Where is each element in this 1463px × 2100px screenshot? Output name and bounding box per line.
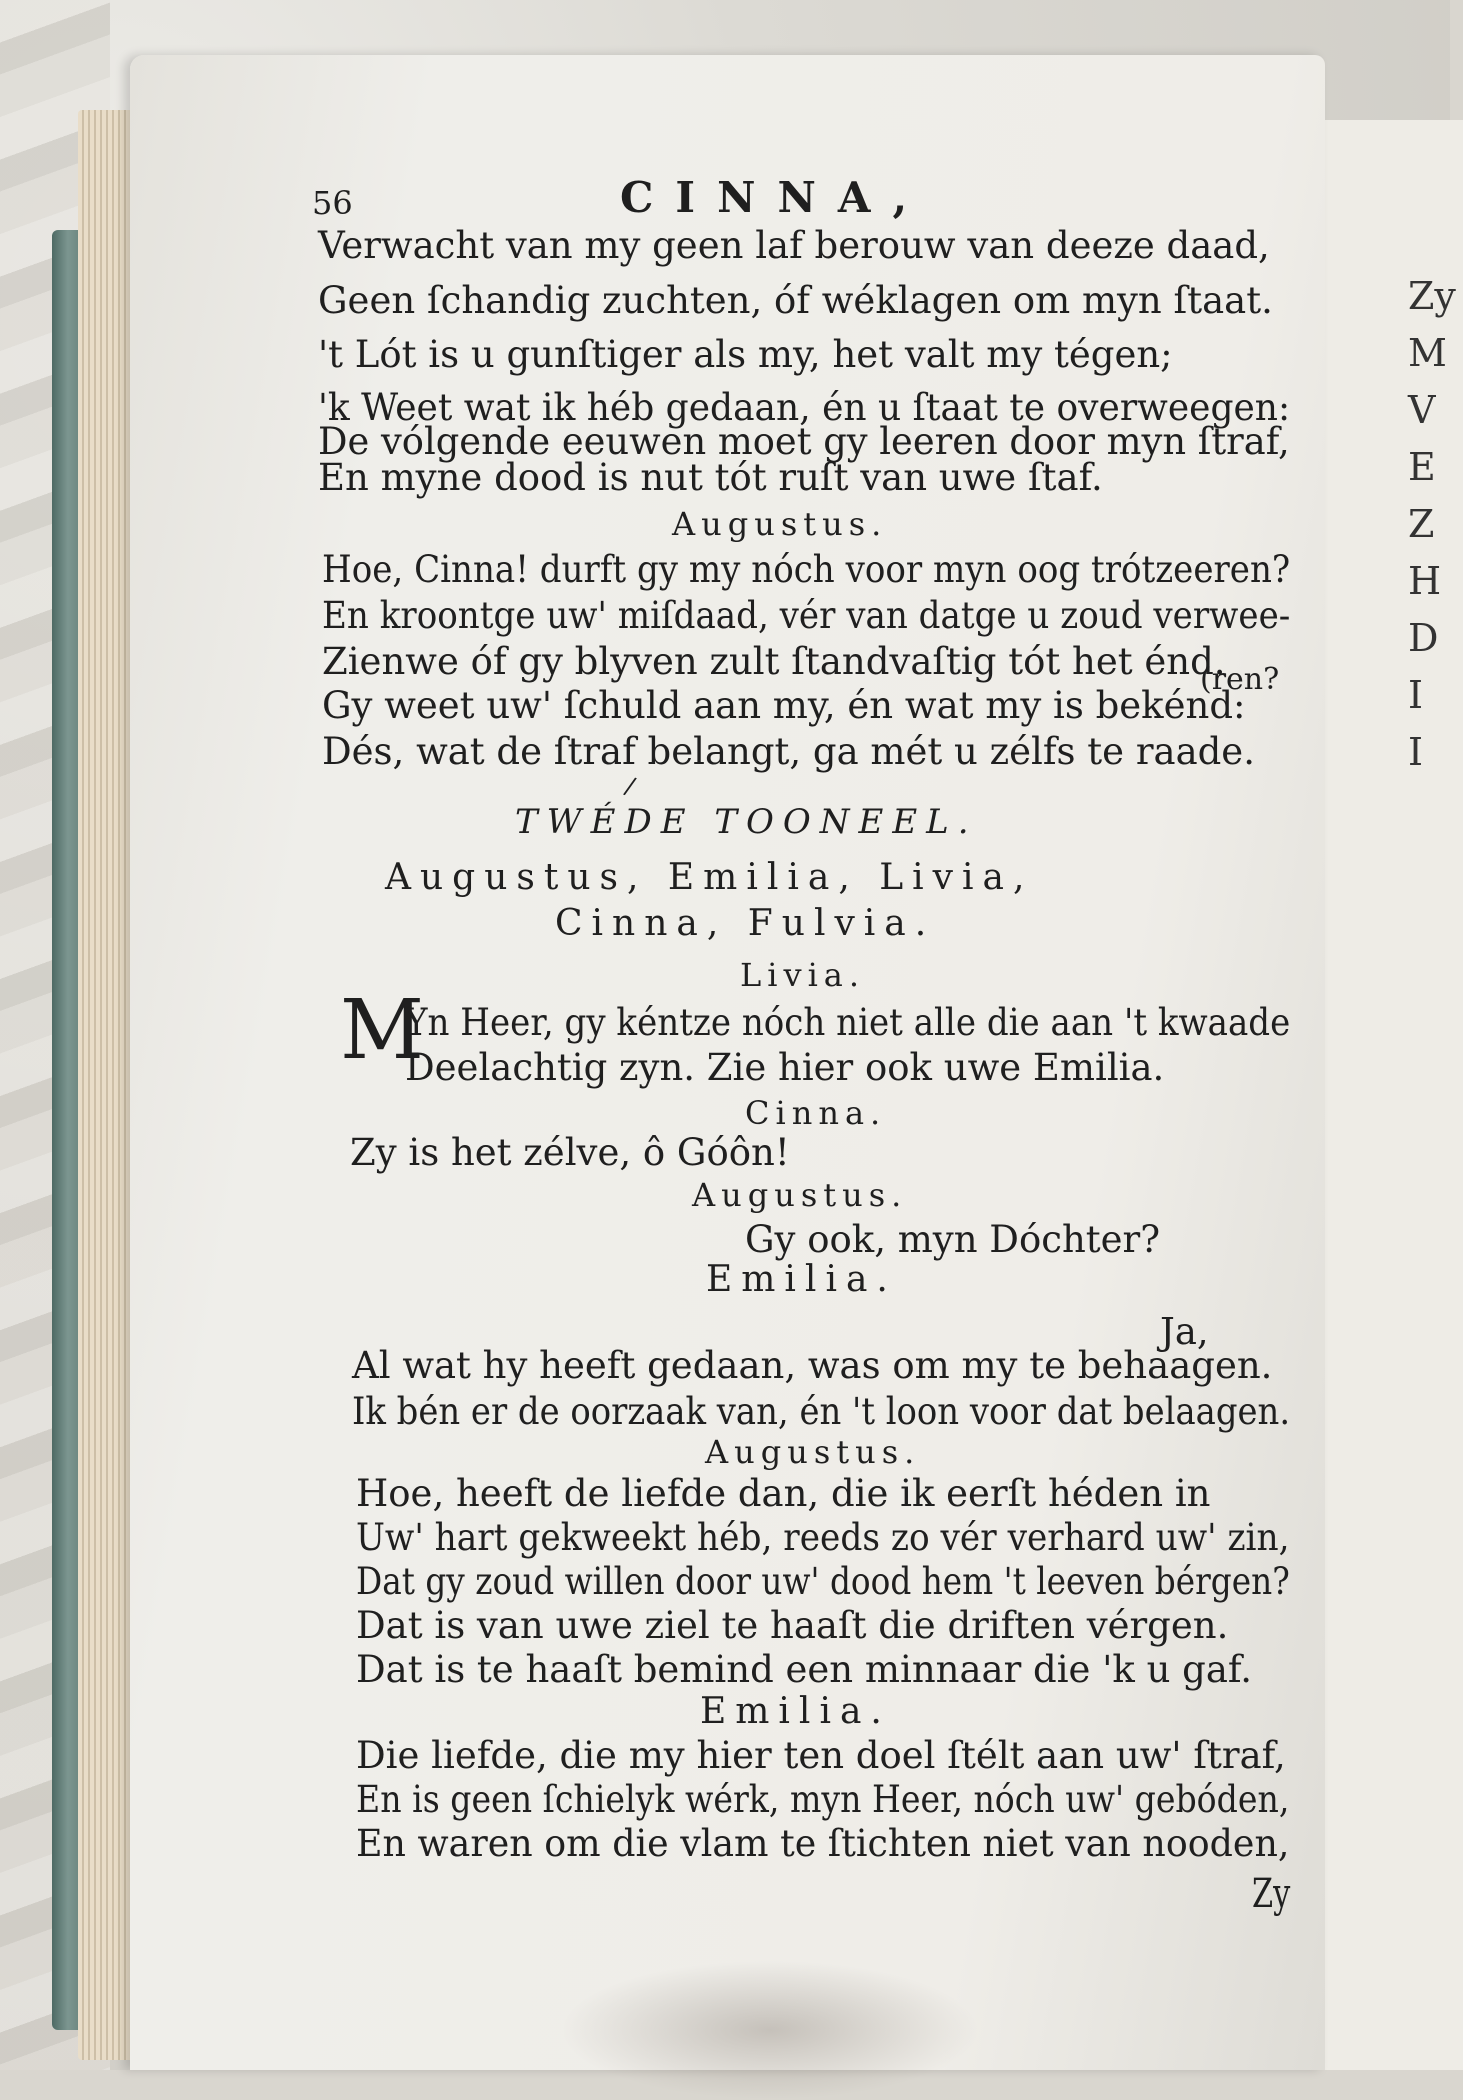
- speaker-name: Livia.: [740, 956, 866, 994]
- verse-line: En waren om die vlam te ſtichten niet van nooden,: [356, 1822, 1290, 1865]
- verse-line: Dat is van uwe ziel te haaſt die driften vérgen.: [356, 1604, 1229, 1647]
- verse-line: En kroontge uw' miſdaad, vér van datge u zoud verwee-: [322, 594, 1291, 637]
- verse-line: 'k Weet wat ik héb gedaan, én u ſtaat te overweegen:: [318, 386, 1291, 429]
- facing-letter: V: [1408, 388, 1436, 432]
- verse-line: Dat is te haaſt bemind een minnaar die 'k u gaf.: [356, 1648, 1253, 1691]
- verse-line: Hoe, heeft de liefde dan, die ik eerſt héden in: [356, 1472, 1211, 1515]
- drop-cap: M: [340, 983, 424, 1078]
- verse-line: Geen ſchandig zuchten, óf wéklagen om myn ſtaat.: [318, 279, 1273, 322]
- verse-line: Dat gy zoud willen door uw' dood hem 't leeven bérgen?: [356, 1560, 1290, 1603]
- verse-line: Uw' hart gekweekt héb, reeds zo vér verhard uw' zin,: [356, 1516, 1290, 1559]
- facing-letter: H: [1408, 559, 1442, 603]
- scene-heading: TWÉDE TOONEEL.: [515, 802, 978, 842]
- cast-list: Cinna, Fulvia.: [555, 903, 936, 944]
- ink-mark: /: [621, 771, 639, 801]
- verse-line: Zienwe óf gy blyven zult ſtandvaſtig tót het énd.: [322, 640, 1226, 683]
- facing-letter: D: [1408, 616, 1439, 660]
- facing-letter: I: [1408, 673, 1424, 717]
- facing-letter: I: [1408, 730, 1424, 774]
- facing-letter: Zy: [1408, 274, 1456, 318]
- verse-line: Ja,: [1160, 1310, 1209, 1353]
- verse-line: Ik bén er de oorzaak van, én 't loon voor dat belaagen.: [352, 1390, 1291, 1433]
- verse-line: En myne dood is nut tót ruſt van uwe ſtaf.: [318, 456, 1103, 499]
- running-title: CINNA,: [620, 173, 930, 222]
- speaker-name: Cinna.: [745, 1094, 887, 1132]
- verse-line: Die liefde, die my hier ten doel ſtélt aan uw' ſtraf,: [356, 1734, 1286, 1777]
- verse-turnover: (ren?: [1200, 662, 1280, 697]
- speaker-name: Augustus.: [672, 505, 888, 543]
- speaker-name: Emilia.: [706, 1259, 897, 1300]
- page-number: 56: [312, 184, 353, 222]
- facing-letter: M: [1408, 331, 1447, 375]
- verse-line: Al wat hy heeft gedaan, was om my te behaagen.: [352, 1344, 1273, 1387]
- verse-line: Verwacht van my geen laf berouw van deeze daad,: [318, 224, 1270, 267]
- verse-line: De vólgende eeuwen moet gy leeren door myn ſtraf,: [318, 420, 1290, 463]
- facing-letter: Z: [1408, 502, 1435, 546]
- verse-line: 't Lót is u gunſtiger als my, het valt my tégen;: [318, 333, 1173, 376]
- catchword: Zy: [1252, 1871, 1291, 1917]
- cast-list: Augustus, Emilia, Livia,: [385, 857, 1034, 898]
- verse-line: Gy ook, myn Dóchter?: [745, 1218, 1161, 1261]
- speaker-name: Augustus.: [705, 1433, 921, 1471]
- verse-line: Gy weet uw' ſchuld aan my, én wat my is bekénd:: [322, 684, 1246, 727]
- verse-line: Yn Heer, gy kéntze nóch niet alle die aan 't kwaade: [405, 1001, 1291, 1044]
- verse-line: Dés, wat de ſtraf belangt, ga mét u zélfs te raade.: [322, 730, 1255, 773]
- speaker-name: Augustus.: [692, 1176, 908, 1214]
- verse-line: En is geen ſchielyk wérk, myn Heer, nóch uw' gebóden,: [356, 1778, 1290, 1821]
- verse-line: Hoe, Cinna! durft gy my nóch voor myn oog trótzeeren?: [322, 548, 1291, 591]
- verse-line: Deelachtig zyn. Zie hier ook uwe Emilia.: [405, 1046, 1165, 1089]
- verse-line: Zy is het zélve, ô Góôn!: [350, 1131, 790, 1174]
- speaker-name: Emilia.: [700, 1691, 891, 1732]
- facing-letter: E: [1408, 445, 1436, 489]
